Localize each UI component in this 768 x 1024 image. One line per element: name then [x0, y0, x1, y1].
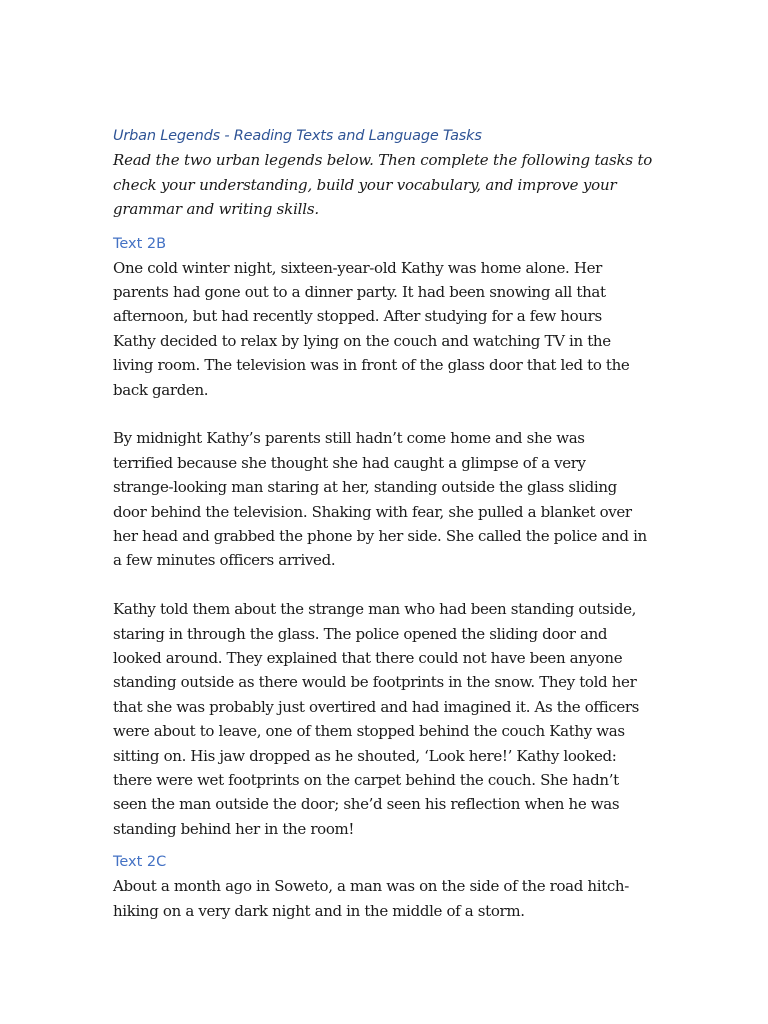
intro-line: Read the two urban legends below. Then complete the following tasks to [113, 151, 653, 169]
text-2b-paragraph-2 [113, 426, 658, 572]
text-line: Kathy told them about the strange man who had been standing outside, [113, 600, 637, 619]
text-line: By midnight Kathy’s parents still hadn’t come home and she was [113, 429, 585, 448]
text-line: that she was probably just overtired and had imagined it. As the officers [113, 697, 640, 716]
text-line: there were wet footprints on the carpet behind the couch. She hadn’t [113, 771, 619, 789]
text-line: a few minutes officers arrived. [113, 551, 336, 570]
text-line: hiking on a very dark night and in the middle of a storm. [113, 901, 525, 920]
paragraph-gap [113, 573, 658, 597]
text-line: were about to leave, one of them stopped behind the couch Kathy was [113, 722, 625, 741]
text-2b-paragraph-1 [113, 256, 658, 402]
text-line: strange-looking man staring at her, standing outside the glass sliding [113, 478, 617, 497]
text-line: standing behind her in the room! [113, 819, 355, 838]
paragraph-gap [113, 402, 658, 426]
intro-text [113, 148, 658, 222]
text-2c-paragraph-1 [113, 874, 658, 923]
document-title: Urban Legends - Reading Texts and Language Tasks [113, 128, 482, 144]
text-line: One cold winter night, sixteen-year-old Kathy was home alone. Her [113, 258, 602, 277]
text-line: sitting on. His jaw dropped as he shouted, ‘Look here!’ Kathy looked: [113, 746, 617, 765]
text-line: standing outside as there would be footprints in the snow. They told her [113, 673, 637, 692]
text-2b-heading: Text 2B [113, 235, 167, 252]
text-line: seen the man outside the door; she’d seen his reflection when he was [113, 795, 620, 814]
text-2b-paragraph-3 [113, 597, 658, 841]
text-line: terrified because she thought she had caught a glimpse of a very [113, 453, 586, 472]
text-2c-heading: Text 2C [113, 854, 167, 871]
intro-line: check your understanding, build your vocabulary, and improve your [113, 175, 617, 194]
text-line: back garden. [113, 380, 209, 399]
text-line: her head and grabbed the phone by her side. She called the police and in [113, 526, 647, 545]
text-line: afternoon, but had recently stopped. After studying for a few hours [113, 307, 602, 326]
section-gap [113, 841, 658, 850]
document-page [113, 124, 658, 923]
intro-line: grammar and writing skills. [113, 200, 319, 218]
text-line: door behind the television. Shaking with fear, she pulled a blanket over [113, 502, 632, 521]
text-line: parents had gone out to a dinner party. It had been snowing all that [113, 282, 606, 301]
text-line: About a month ago in Soweto, a man was on the side of the road hitch- [113, 877, 629, 896]
text-line: staring in through the glass. The police opened the sliding door and [113, 624, 608, 643]
text-line: Kathy decided to relax by lying on the couch and watching TV in the [113, 331, 611, 350]
text-line: looked around. They explained that there could not have been anyone [113, 648, 623, 667]
text-line: living room. The television was in front of the glass door that led to the [113, 356, 630, 375]
